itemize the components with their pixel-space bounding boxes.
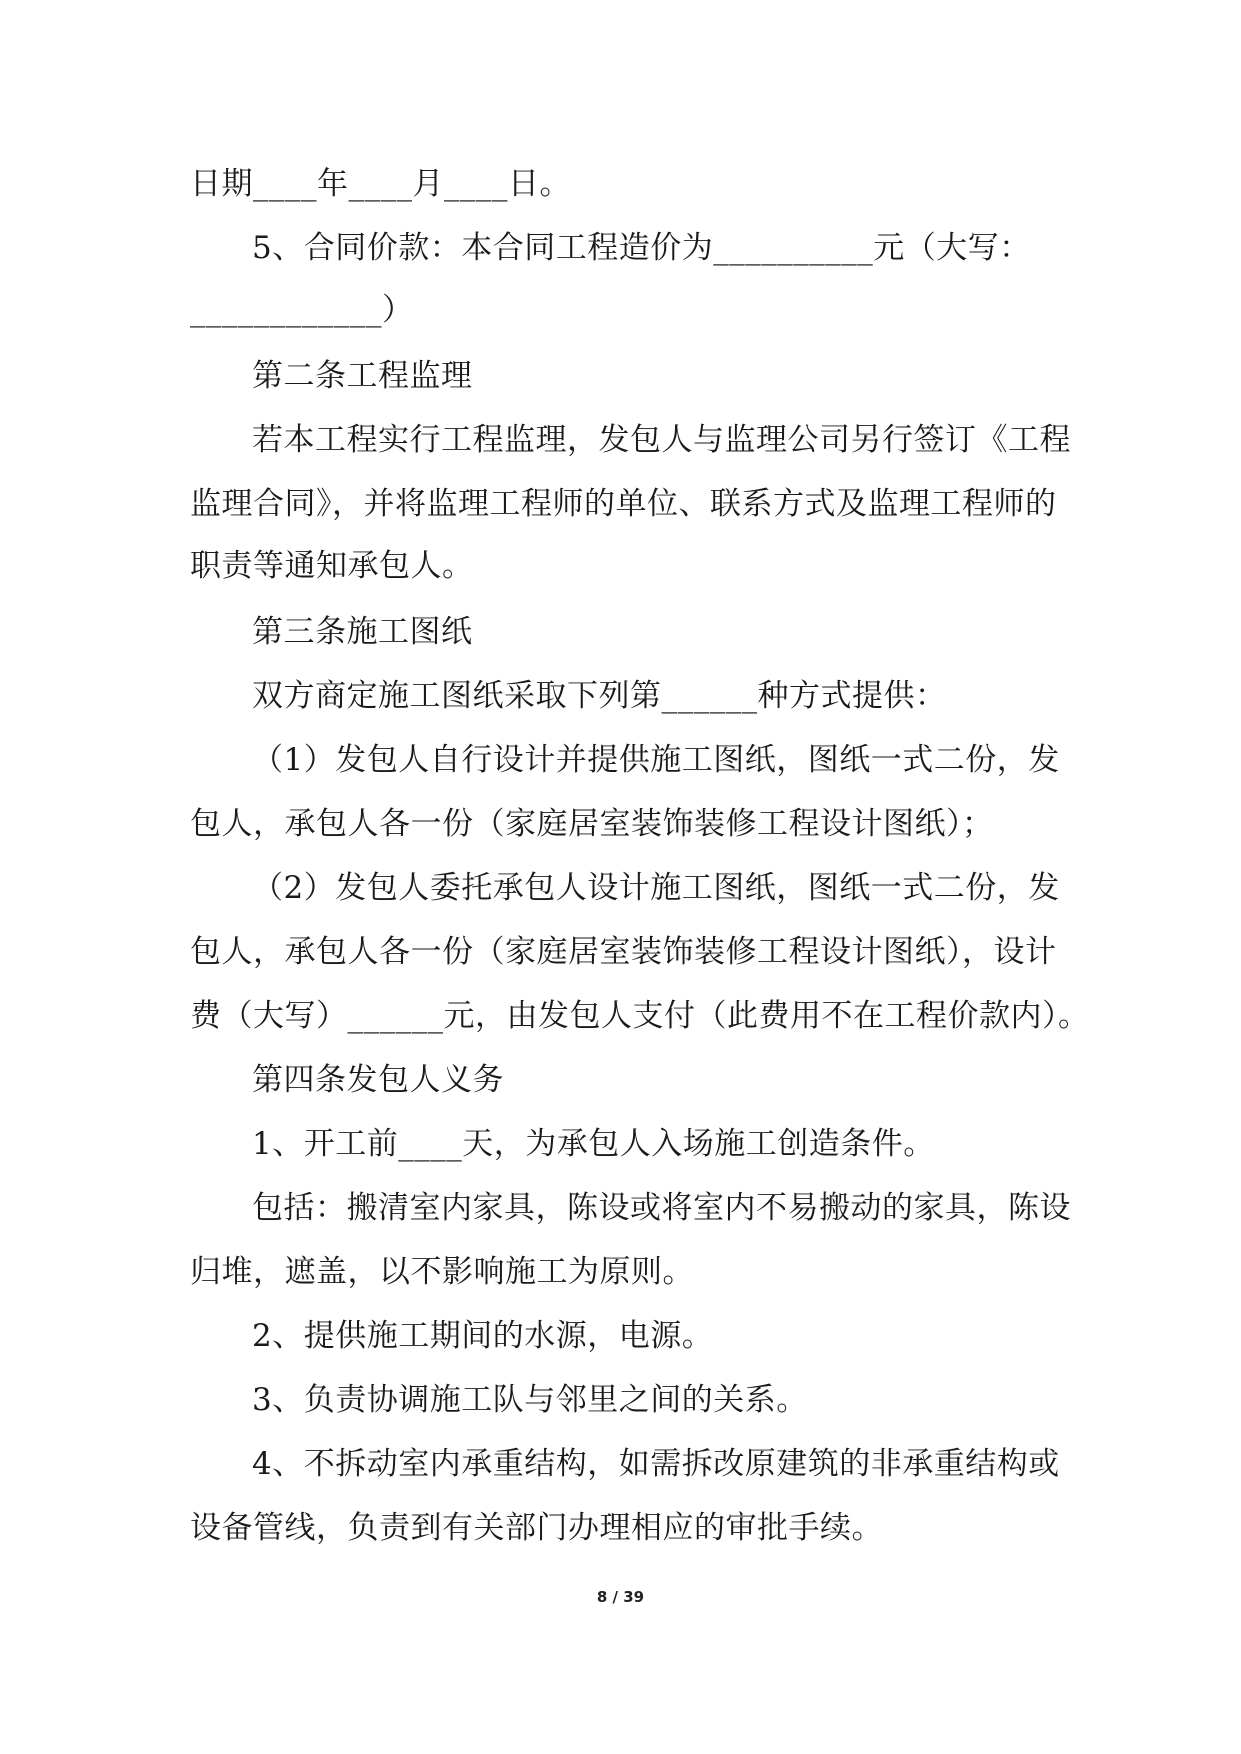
section-heading-employer-duties: 第四条发包人义务 <box>252 1062 504 1098</box>
list-item-continuation: 费（大写）______元，由发包人支付（此费用不在工程价款内）。 <box>190 998 1090 1034</box>
list-item-continuation: 包人，承包人各一份（家庭居室装饰装修工程设计图纸）； <box>190 806 994 842</box>
list-item-continuation: 设备管线，负责到有关部门办理相应的审批手续。 <box>190 1510 883 1546</box>
contract-price-line: 5、合同价款：本合同工程造价为__________元（大写： <box>252 230 1031 266</box>
section-heading-supervision: 第二条工程监理 <box>252 358 473 394</box>
list-item: 3、负责协调施工队与邻里之间的关系。 <box>252 1382 808 1418</box>
paragraph-line: 双方商定施工图纸采取下列第______种方式提供： <box>252 678 947 714</box>
paragraph-line: 包括：搬清室内家具，陈设或将室内不易搬动的家具，陈设 <box>252 1190 1071 1226</box>
page-number: 8 / 39 <box>596 1588 645 1606</box>
date-line: 日期____年____月____日。 <box>190 166 571 202</box>
list-item: 2、提供施工期间的水源，电源。 <box>252 1318 714 1354</box>
list-item: 4、不拆动室内承重结构，如需拆改原建筑的非承重结构或 <box>252 1446 1060 1482</box>
paragraph-line: 监理合同》，并将监理工程师的单位、联系方式及监理工程师的 <box>190 486 1057 522</box>
contract-price-continuation: ____________） <box>190 292 414 328</box>
list-item: 1、开工前____天，为承包人入场施工创造条件。 <box>252 1126 935 1162</box>
paragraph-line: 若本工程实行工程监理，发包人与监理公司另行签订《工程 <box>252 422 1071 458</box>
list-item: （2）发包人委托承包人设计施工图纸，图纸一式二份，发 <box>252 870 1060 906</box>
paragraph-line: 归堆，遮盖，以不影响施工为原则。 <box>190 1254 694 1290</box>
paragraph-line: 职责等通知承包人。 <box>190 548 474 584</box>
list-item-continuation: 包人，承包人各一份（家庭居室装饰装修工程设计图纸），设计 <box>190 934 1057 970</box>
section-heading-drawings: 第三条施工图纸 <box>252 614 473 650</box>
list-item: （1）发包人自行设计并提供施工图纸，图纸一式二份，发 <box>252 742 1060 778</box>
